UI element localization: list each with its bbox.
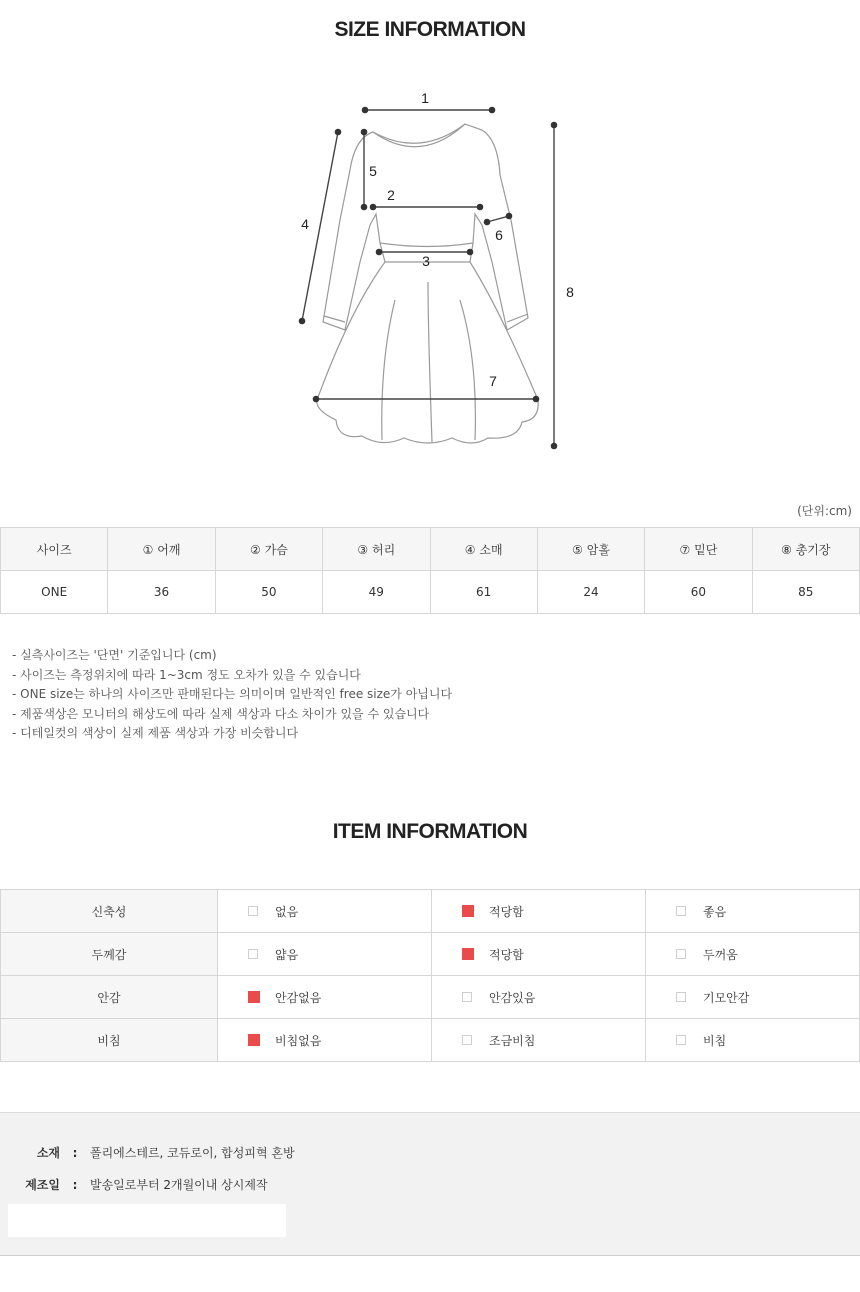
label-7: 7	[489, 373, 497, 389]
table-cell: 49	[323, 571, 430, 614]
checkbox-icon	[248, 949, 258, 959]
unit-label: (단위:cm)	[797, 504, 852, 518]
option-label: 얇음	[275, 947, 299, 962]
checkbox-icon	[676, 949, 686, 959]
table-cell: 36	[108, 571, 215, 614]
option-label: 적당함	[489, 947, 524, 962]
item-information-title: ITEM INFORMATION	[332, 820, 528, 843]
item-option	[646, 890, 860, 933]
material-row	[12, 1144, 295, 1161]
item-option	[432, 1019, 646, 1062]
item-row-sheerness	[1, 1019, 860, 1062]
item-option	[218, 976, 432, 1019]
item-option	[218, 1019, 432, 1062]
size-notes	[12, 646, 452, 744]
item-row-label: 두께감	[1, 933, 218, 976]
label-4: 4	[301, 216, 309, 232]
manufacture-label: 제조일	[25, 1178, 60, 1192]
option-label: 안감있음	[489, 990, 536, 1005]
checkbox-icon	[248, 991, 260, 1003]
size-table	[0, 527, 860, 614]
table-cell: 85	[752, 571, 859, 614]
header-cell: ⑧ 총기장	[752, 528, 859, 571]
note-line: - ONE size는 하나의 사이즈만 판매된다는 의미이며 일반적인 free size가 아닙니다	[12, 687, 453, 701]
checkbox-icon	[462, 992, 472, 1002]
note-line: - 사이즈는 측정위치에 따라 1~3cm 정도 오차가 있을 수 있습니다	[12, 667, 361, 682]
item-option	[432, 976, 646, 1019]
table-cell: ONE	[1, 571, 108, 614]
measure-points	[299, 107, 558, 450]
item-option	[218, 890, 432, 933]
label-6: 6	[495, 227, 503, 243]
checkbox-icon	[462, 905, 474, 917]
manufacture-value: 발송일로부터 2개월이내 상시제작	[90, 1178, 268, 1192]
header-cell: ⑤ 암홀	[537, 528, 644, 571]
checkbox-icon	[248, 906, 258, 916]
header-cell: ③ 허리	[323, 528, 430, 571]
checkbox-icon	[676, 906, 686, 916]
checkbox-icon	[676, 1035, 686, 1045]
label-8: 8	[566, 284, 574, 300]
header-cell: ① 어깨	[108, 528, 215, 571]
table-cell: 24	[537, 571, 644, 614]
header-cell: 사이즈	[1, 528, 108, 571]
item-option	[432, 933, 646, 976]
option-label: 비침없음	[275, 1033, 322, 1048]
label-2: 2	[387, 187, 395, 203]
item-table	[0, 889, 860, 1062]
item-option	[218, 933, 432, 976]
item-row-label: 안감	[1, 976, 218, 1019]
note-line: - 제품색상은 모니터의 해상도에 따라 실제 색상과 다소 차이가 있을 수 있습니다	[12, 706, 430, 721]
measure-lines	[302, 110, 554, 446]
size-table-header	[1, 528, 860, 571]
checkbox-icon	[462, 1035, 472, 1045]
dress-outline	[317, 124, 538, 443]
item-option	[432, 890, 646, 933]
colon: :	[72, 1146, 78, 1160]
label-5: 5	[369, 163, 377, 179]
table-cell: 61	[430, 571, 537, 614]
item-option	[646, 1019, 860, 1062]
colon: :	[72, 1178, 78, 1192]
item-option	[646, 933, 860, 976]
product-info-box	[0, 1112, 860, 1256]
option-label: 좋음	[703, 904, 727, 919]
item-row-lining	[1, 976, 860, 1019]
note-line: - 실측사이즈는 '단면' 기준입니다 (cm)	[12, 648, 217, 662]
option-label: 비침	[703, 1033, 727, 1048]
item-option	[646, 976, 860, 1019]
option-label: 기모안감	[703, 990, 750, 1005]
table-row	[1, 571, 860, 614]
blank-field	[8, 1204, 286, 1237]
header-cell: ② 가슴	[215, 528, 322, 571]
dress-measurement-diagram	[290, 80, 590, 480]
option-label: 적당함	[489, 904, 524, 919]
manufacture-row	[12, 1176, 268, 1193]
label-1: 1	[421, 90, 429, 106]
checkbox-icon	[676, 992, 686, 1002]
table-cell: 50	[215, 571, 322, 614]
size-information-title: SIZE INFORMATION	[334, 18, 526, 41]
material-label: 소재	[36, 1146, 60, 1160]
checkbox-icon	[248, 1034, 260, 1046]
table-cell: 60	[645, 571, 752, 614]
checkbox-icon	[462, 948, 474, 960]
option-label: 없음	[275, 904, 299, 919]
header-cell: ⑦ 밑단	[645, 528, 752, 571]
header-cell: ④ 소매	[430, 528, 537, 571]
item-row-stretch	[1, 890, 860, 933]
option-label: 안감없음	[275, 990, 322, 1005]
option-label: 조금비침	[489, 1033, 536, 1048]
option-label: 두꺼움	[703, 947, 738, 962]
item-row-label: 신축성	[1, 890, 218, 933]
label-3: 3	[422, 253, 430, 269]
note-line: - 디테일컷의 색상이 실제 제품 색상과 가장 비슷합니다	[12, 726, 299, 740]
item-row-thickness	[1, 933, 860, 976]
material-value: 폴리에스테르, 코듀로이, 합성피혁 혼방	[90, 1146, 295, 1160]
item-row-label: 비침	[1, 1019, 218, 1062]
